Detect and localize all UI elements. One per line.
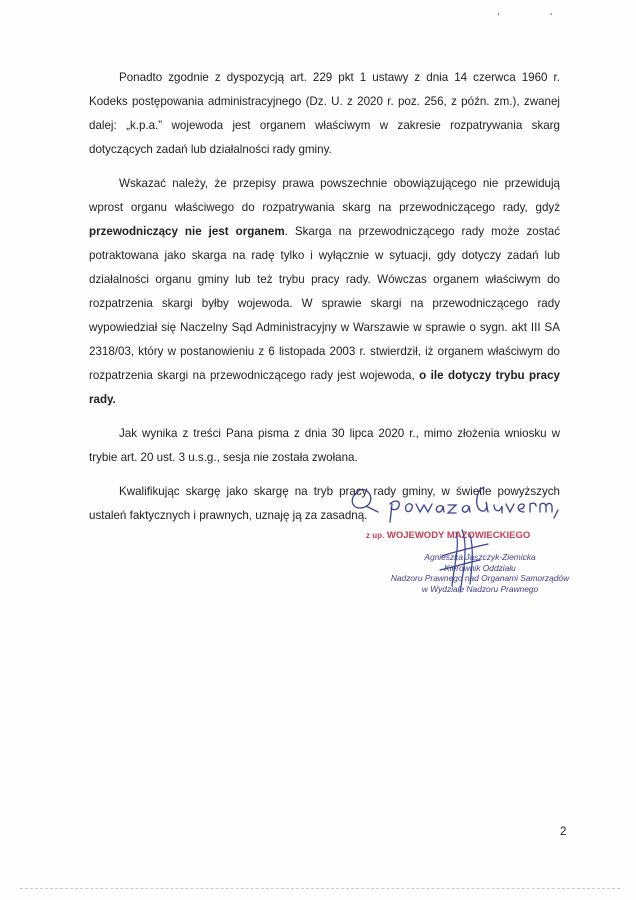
- paragraph-2-bold-a: przewodniczący nie jest organem: [89, 225, 285, 238]
- paragraph-3: [89, 422, 560, 470]
- signer-title-2: Nadzoru Prawnego nad Organami Samorządów: [390, 573, 570, 583]
- paragraph-1: [89, 66, 560, 162]
- signer-title-3: w Wydziale Nadzoru Prawnego: [421, 583, 539, 594]
- signature-block: [330, 478, 590, 618]
- bottom-divider: [20, 888, 620, 890]
- paragraph-2-bold-b: o ile dotyczy trybu pracy rady.: [89, 369, 560, 406]
- stamp-authority: WOJEWODY MAZOWIECKIEGO: [386, 530, 531, 541]
- paragraph-1-text: Ponadto zgodnie z dyspozycją art. 229 pkt 1 ustawy z dnia 14 czerwca 1960 r. Kodeks postępowania administracyjnego (Dz. U. z 2020 r. poz. 256, z późn. zm.), zwanej dalej: „k.p.a.” wojewoda jest organem właściwym w zakresie rozpatrywania skarg dotyczących zadań lub działalności rady gminy.: [89, 71, 560, 156]
- scan-artifact-marks: ' ': [497, 12, 576, 23]
- stamp-prefix: z up.: [366, 531, 385, 540]
- handwritten-closing: [344, 478, 584, 528]
- paragraph-2-text-b: . Skarga na przewodniczącego rady może zostać potraktowana jako skarga na radę tylko i wyłącznie w sytuacji, gdy dotyczy zadań lub działalności organu gminy lub też trybu pracy rady. Wówczas organem właściwym do rozpatrzenia skargi byłby wojewoda. W sprawie skargi na przewodniczącego rady wypowiedział się Naczelny Sąd Administracyjny w Warszawie w sprawie o sygn. akt III SA 2318/03, który w postanowieniu z 6 listopada 2003 r. stwierdził, iż organem właściwym do rozpatrzenia skargi na przewodniczącego rady jest wojewoda,: [89, 225, 560, 382]
- signature-scribble: [430, 526, 510, 601]
- paragraph-3-text: Jak wynika z treści Pana pisma z dnia 30 lipca 2020 r., mimo złożenia wniosku w trybie art. 20 ust. 3 u.s.g., sesja nie została zwołana.: [89, 427, 560, 464]
- paragraph-2-text-a: Wskazać należy, że przepisy prawa powszechnie obowiązującego nie przewidują wprost organu właściwego do rozpatrywania skarg na przewodniczącego rady, gdyż: [89, 177, 560, 214]
- paragraph-2: [89, 172, 560, 412]
- letter-body: [89, 66, 560, 528]
- signer-title-1: Kierownik Oddziału: [444, 562, 516, 573]
- page-number: 2: [560, 826, 567, 838]
- paragraph-4-text: Kwalifikując skargę jako skargę na tryb pracy rady gminy, w świetle powyższych ustaleń faktycznych i prawnych, uznaję ją za zasadną.: [89, 485, 560, 522]
- signer-name: Agnieszka Jaszczyk-Ziemicka: [424, 552, 536, 562]
